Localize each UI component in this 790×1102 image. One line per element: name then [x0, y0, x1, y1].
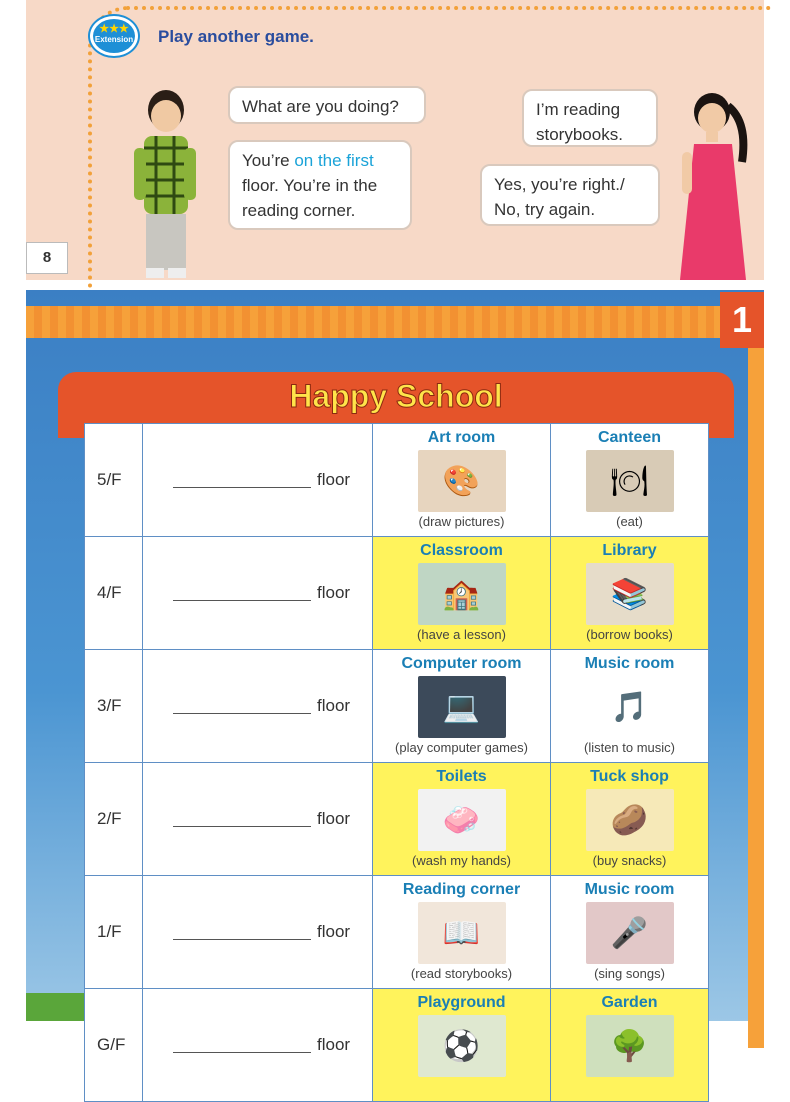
- room-name: Tuck shop: [590, 768, 669, 785]
- room-activity: (eat): [616, 514, 643, 529]
- table-row: [85, 424, 709, 537]
- room-name: Playground: [417, 994, 506, 1011]
- floor-word: floor: [317, 922, 351, 941]
- floor-word: floor: [317, 696, 351, 715]
- choir-photo: 🎤: [586, 902, 674, 964]
- floor-label: 2/F: [85, 763, 143, 876]
- floor-word: floor: [317, 809, 351, 828]
- extension-badge: [90, 16, 138, 56]
- room-name: Art room: [427, 429, 496, 446]
- table-row: [85, 537, 709, 650]
- answer-blank[interactable]: [173, 925, 311, 940]
- activity-title: Play another game.: [158, 27, 314, 46]
- room-name: Reading corner: [402, 881, 521, 898]
- art-photo: 🎨: [418, 450, 506, 512]
- classroom-photo: 🏫: [418, 563, 506, 625]
- page-edge: [748, 348, 764, 1048]
- speech-bubble-guess: [228, 140, 412, 230]
- speech-bubble-response: Yes, you’re right./ No, try again.: [480, 164, 660, 226]
- room-cell: [551, 537, 709, 650]
- table-row: [85, 989, 709, 1102]
- room-cell: [373, 537, 551, 650]
- room-cell: [551, 989, 709, 1102]
- page-title: Happy School: [289, 378, 503, 414]
- library-photo: 📚: [586, 563, 674, 625]
- room-activity: (have a lesson): [417, 627, 506, 642]
- happy-school-page: [26, 290, 764, 1063]
- answer-cell: [143, 424, 373, 537]
- computer-photo: 💻: [418, 676, 506, 738]
- room-cell: [551, 650, 709, 763]
- table-row: [85, 763, 709, 876]
- music-boy-photo: 🎵: [586, 676, 674, 738]
- unit-number: 1: [720, 292, 764, 348]
- badge-label: Extension: [94, 35, 134, 44]
- answer-blank[interactable]: [173, 473, 311, 488]
- answer-cell: [143, 876, 373, 989]
- room-activity: (read storybooks): [410, 966, 513, 981]
- answer-blank[interactable]: [173, 1038, 311, 1053]
- floor-word: floor: [317, 470, 351, 489]
- room-name: Library: [602, 542, 657, 559]
- room-name: Computer room: [401, 655, 522, 672]
- floor-label: 3/F: [85, 650, 143, 763]
- answer-cell: [143, 537, 373, 650]
- room-cell: [551, 424, 709, 537]
- speech-bubble-answer: I’m reading storybooks.: [522, 89, 658, 147]
- reading-photo: 📖: [418, 902, 506, 964]
- room-cell: [551, 763, 709, 876]
- room-activity: (draw pictures): [418, 514, 505, 529]
- room-activity: (play computer games): [395, 740, 528, 755]
- answer-cell: [143, 763, 373, 876]
- room-name: Toilets: [436, 768, 487, 785]
- guess-text-start: You’re: [242, 151, 295, 170]
- floor-word: floor: [317, 583, 351, 602]
- answer-cell: [143, 989, 373, 1102]
- room-name: Classroom: [420, 542, 503, 559]
- answer-blank[interactable]: [173, 812, 311, 827]
- floor-word: floor: [317, 1035, 351, 1054]
- answer-blank[interactable]: [173, 586, 311, 601]
- handwash-photo: 🧼: [418, 789, 506, 851]
- room-activity: (sing songs): [594, 966, 665, 981]
- room-activity: (buy snacks): [592, 853, 667, 868]
- room-name: Music room: [584, 881, 675, 898]
- grass-strip: [26, 993, 86, 1021]
- table-row: [85, 650, 709, 763]
- answer-cell: [143, 650, 373, 763]
- extension-page: [0, 0, 790, 283]
- guess-text-end: floor. You’re in the reading corner.: [242, 176, 378, 220]
- top-stripe: [26, 306, 764, 338]
- room-name: Canteen: [597, 429, 662, 446]
- snacks-photo: 🥔: [586, 789, 674, 851]
- boy-illustration: [126, 88, 204, 280]
- floor-label: 4/F: [85, 537, 143, 650]
- girl-illustration: [676, 92, 756, 280]
- floor-label: G/F: [85, 989, 143, 1102]
- page-number: 8: [26, 242, 68, 274]
- room-cell: [551, 876, 709, 989]
- speech-bubble-question: What are you doing?: [228, 86, 426, 124]
- canteen-photo: 🍽: [586, 450, 674, 512]
- room-cell: [373, 763, 551, 876]
- room-activity: (borrow books): [586, 627, 673, 642]
- room-cell: [373, 424, 551, 537]
- floor-label: 5/F: [85, 424, 143, 537]
- answer-blank[interactable]: [173, 699, 311, 714]
- room-activity: (wash my hands): [412, 853, 511, 868]
- table-row: [85, 876, 709, 989]
- room-activity: (listen to music): [583, 740, 676, 755]
- room-cell: [373, 989, 551, 1102]
- playground-photo: ⚽: [418, 1015, 506, 1077]
- room-name: Music room: [584, 655, 675, 672]
- stars-icon: ★★★: [99, 23, 129, 35]
- floor-table: [84, 423, 709, 1102]
- room-cell: [373, 876, 551, 989]
- room-cell: [373, 650, 551, 763]
- garden-photo: 🌳: [586, 1015, 674, 1077]
- floor-label: 1/F: [85, 876, 143, 989]
- guess-highlight: on the first: [294, 151, 374, 170]
- room-name: Garden: [601, 994, 658, 1011]
